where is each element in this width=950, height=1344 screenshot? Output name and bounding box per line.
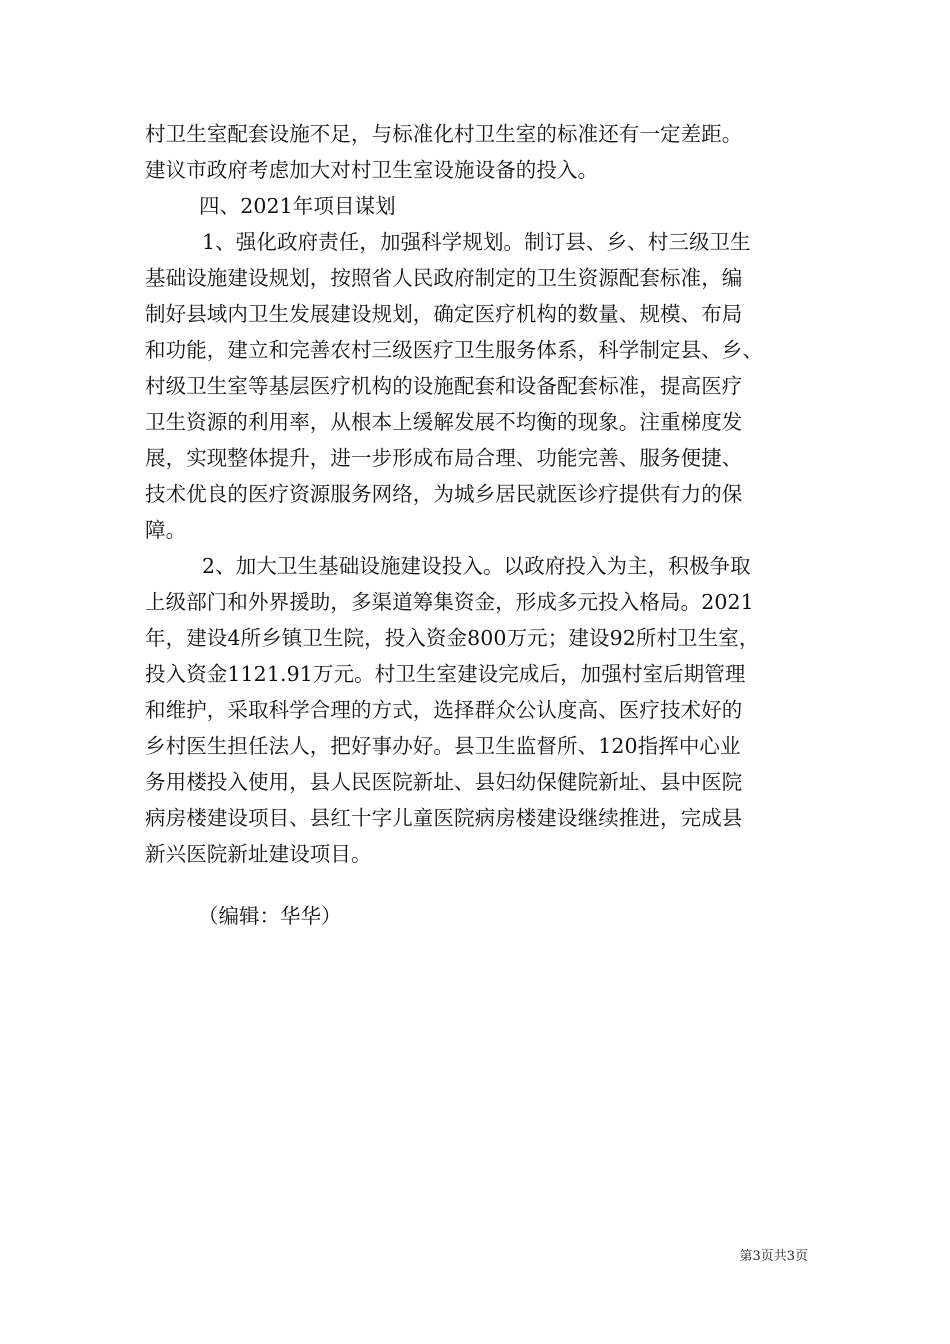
paragraph-start: 2、加大卫生基础设施建设投入。以政府投入为主，积极争取 [202,554,751,578]
section-heading: 四、2021年项目谋划 [199,194,396,218]
text-line: 乡村医生担任法人，把好事办好。县卫生监督所、120指挥中心业 [145,734,741,758]
editor-note: （编辑：华华） [198,904,342,928]
paragraph-start: 1、强化政府责任，加强科学规划。制订县、乡、村三级卫生 [202,230,751,254]
text-line: 和功能，建立和完善农村三级医疗卫生服务体系，科学制定县、乡、 [145,338,763,362]
text-line: 上级部门和外界援助，多渠道筹集资金，形成多元投入格局。2021 [145,590,754,614]
text-line: 投入资金1121.91万元。村卫生室建设完成后，加强村室后期管理 [145,662,746,686]
text-line: 村卫生室配套设施不足，与标准化村卫生室的标准还有一定差距。 [145,122,743,146]
text-line: 新兴医院新址建设项目。 [145,842,372,866]
text-line: 技术优良的医疗资源服务网络，为城乡居民就医诊疗提供有力的保 [145,482,743,506]
document-body [145,116,805,872]
text-line: 年，建设4所乡镇卫生院，投入资金800万元；建设92所村卫生室， [145,626,760,650]
text-line: 务用楼投入使用，县人民医院新址、县妇幼保健院新址、县中医院 [145,770,743,794]
text-line: 卫生资源的利用率，从根本上缓解发展不均衡的现象。注重梯度发 [145,410,743,434]
text-line: 制好县域内卫生发展建设规划，确定医疗机构的数量、规模、布局 [145,302,743,326]
text-line: 村级卫生室等基层医疗机构的设施配套和设备配套标准，提高医疗 [145,374,743,398]
text-line: 建议市政府考虑加大对村卫生室设施设备的投入。 [145,158,599,182]
text-line: 展，实现整体提升，进一步形成布局合理、功能完善、服务便捷、 [145,446,743,470]
text-line: 基础设施建设规划，按照省人民政府制定的卫生资源配套标准，编 [145,266,743,290]
text-line: 病房楼建设项目、县红十字儿童医院病房楼建设继续推进，完成县 [145,806,743,830]
page-number: 第3页共3页 [739,1249,808,1264]
text-line: 和维护，采取科学合理的方式，选择群众公认度高、医疗技术好的 [145,698,743,722]
text-line: 障。 [145,518,187,542]
